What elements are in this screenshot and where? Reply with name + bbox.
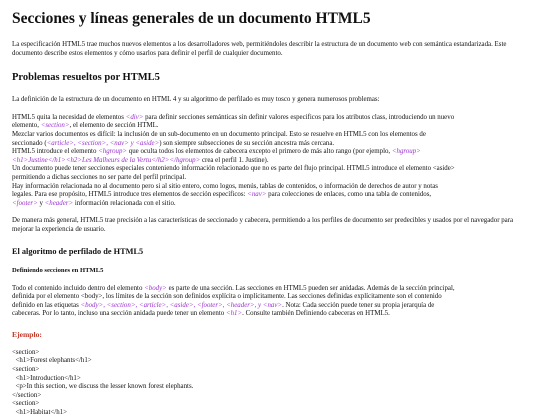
defining-line: definida por el elemento <body>, los límites de la sección son definidos explícita o implícitamente. Las secciones definidas explícitamente son el contenido: [12, 293, 442, 301]
problems-line: Un documento puede tener secciones especiales conteniendo información relacionado que no es parte del flujo principal. HTML5 introduce el elemento <aside>: [12, 165, 455, 173]
problems-line: Mezclar varios documentos es difícil: la inclusión de un sub-documento en un documento principal. Esto se resuelve en HTML5 con los elementos de: [12, 130, 426, 138]
defining-paragraph: [12, 285, 528, 319]
code-tag: <hgroup>: [98, 148, 128, 156]
problems-line: legales. Para ese propósito, HTML5 introduce tres elementos de sección específicos: <nav> para colecciones de enlaces, como una tabla de contenidos,: [12, 191, 432, 199]
code-tag: <h1>: [225, 310, 243, 318]
subsection-heading-defining: Definiendo secciones en HTML5: [12, 266, 104, 274]
problems-line: Hay información relacionada no al documento pero si al sitio entero, como logos, menús, tablas de contenidos, o información de derechos de autor y notas: [12, 182, 438, 190]
code-tag: <h1>Justine</h1><h2>Les Malheurs de la Vertu</h2></hgroup>: [12, 156, 201, 164]
code-line: <p>In this section, we discuss the lesser known forest elephants.: [12, 383, 194, 391]
code-line: <h1>Introduction</h1>: [12, 374, 81, 382]
section-heading-problems: Problemas resueltos por HTML5: [12, 72, 160, 84]
code-tag: <section>: [40, 122, 70, 130]
code-line: <section>: [12, 400, 40, 408]
problems-line: HTML5 quita la necesidad de elementos <div> para definir secciones semánticas sin definir valores especificos para los atributos class, introduciendo un nuevo: [12, 113, 455, 121]
code-tag: <body>: [144, 284, 167, 292]
defining-line: cabeceras. Por lo tanto, incluso una sección anidada puede tener un elemento <h1>. Consulte también Definiendo cabeceras en HTML5.: [12, 310, 390, 318]
problems-list: [12, 114, 528, 209]
problems-line: seccionado (<article>, <section>, <nav> y <aside>) son siempre subsecciones de su sección ancestra más cercana.: [12, 139, 335, 147]
page-title: Secciones y líneas generales de un documento HTML5: [12, 10, 371, 27]
code-tag: <body>, <section>, <article>, <aside>, <footer>, <header>, y <nav>: [80, 301, 283, 309]
code-line: <h1>Habitat</h1>: [12, 409, 67, 417]
code-line: <section>: [12, 348, 40, 356]
defining-line: definido en las etiquetas <body>, <section>, <article>, <aside>, <footer>, <header>, y <nav>. Nota: Cada sección puede tener su propia jerarquía de: [12, 301, 435, 309]
problems-line: HTML5 introduce el elemento <hgroup> que oculta todos los elementos de cabecera excepto el primero de más alto rango (por ejemplo, <hgroup>: [12, 148, 421, 156]
code-tag: <nav>: [247, 191, 267, 199]
code-tag: <footer>: [12, 199, 38, 207]
section-heading-algorithm: El algoritmo de perfilado de HTML5: [12, 246, 144, 256]
example-label: Ejemplo:: [12, 329, 42, 339]
code-example: [12, 349, 528, 418]
problems-line: <footer> y <header> información relacionada con el sitio.: [12, 199, 176, 207]
intro-paragraph: La especificación HTML5 trae muchos nuevos elementos a los desarrolladores web, permitiéndoles describir la estructura de un documento web con semántica estandarizada. Este documento describe estos elementos y cómo usarlos para definir el perfil de cualquier documento.: [12, 41, 507, 57]
defining-line: Todo el contenido incluido dentro del elemento <body> es parte de una sección. Las secciones en HTML5 pueden ser anidadas. Además de la sección principal,: [12, 284, 455, 292]
code-line: <h1>Forest elephants</h1>: [12, 357, 92, 365]
code-line: <section>: [12, 366, 40, 374]
problems-line: <h1>Justine</h1><h2>Les Malheurs de la Vertu</h2></hgroup> crea el perfil 1. Justine).: [12, 156, 269, 164]
code-tag: <article>, <section>, <nav> y <aside>: [46, 139, 160, 147]
code-line: </section>: [12, 391, 42, 399]
problems-line: elemento, <section>, el elemento de sección HTML.: [12, 122, 159, 130]
code-tag: <hgroup>: [391, 148, 421, 156]
problems-intro-paragraph: La definición de la estructura de un documento en HTML 4 y su algoritmo de perfilado es muy tosco y genera numerosos problemas:: [12, 96, 380, 104]
summary-paragraph: De manera más general, HTML5 trae precisión a las características de seccionado y cabecera, permitiendo a los perfiles de documento ser predecibles y usados por el navegador para mejorar la experiencia de usuario.: [12, 217, 514, 233]
code-tag: <header>: [44, 199, 74, 207]
code-tag: <div>: [125, 113, 144, 121]
problems-line: permitiendo a dichas secciones no ser parte del perfil principal.: [12, 173, 187, 181]
